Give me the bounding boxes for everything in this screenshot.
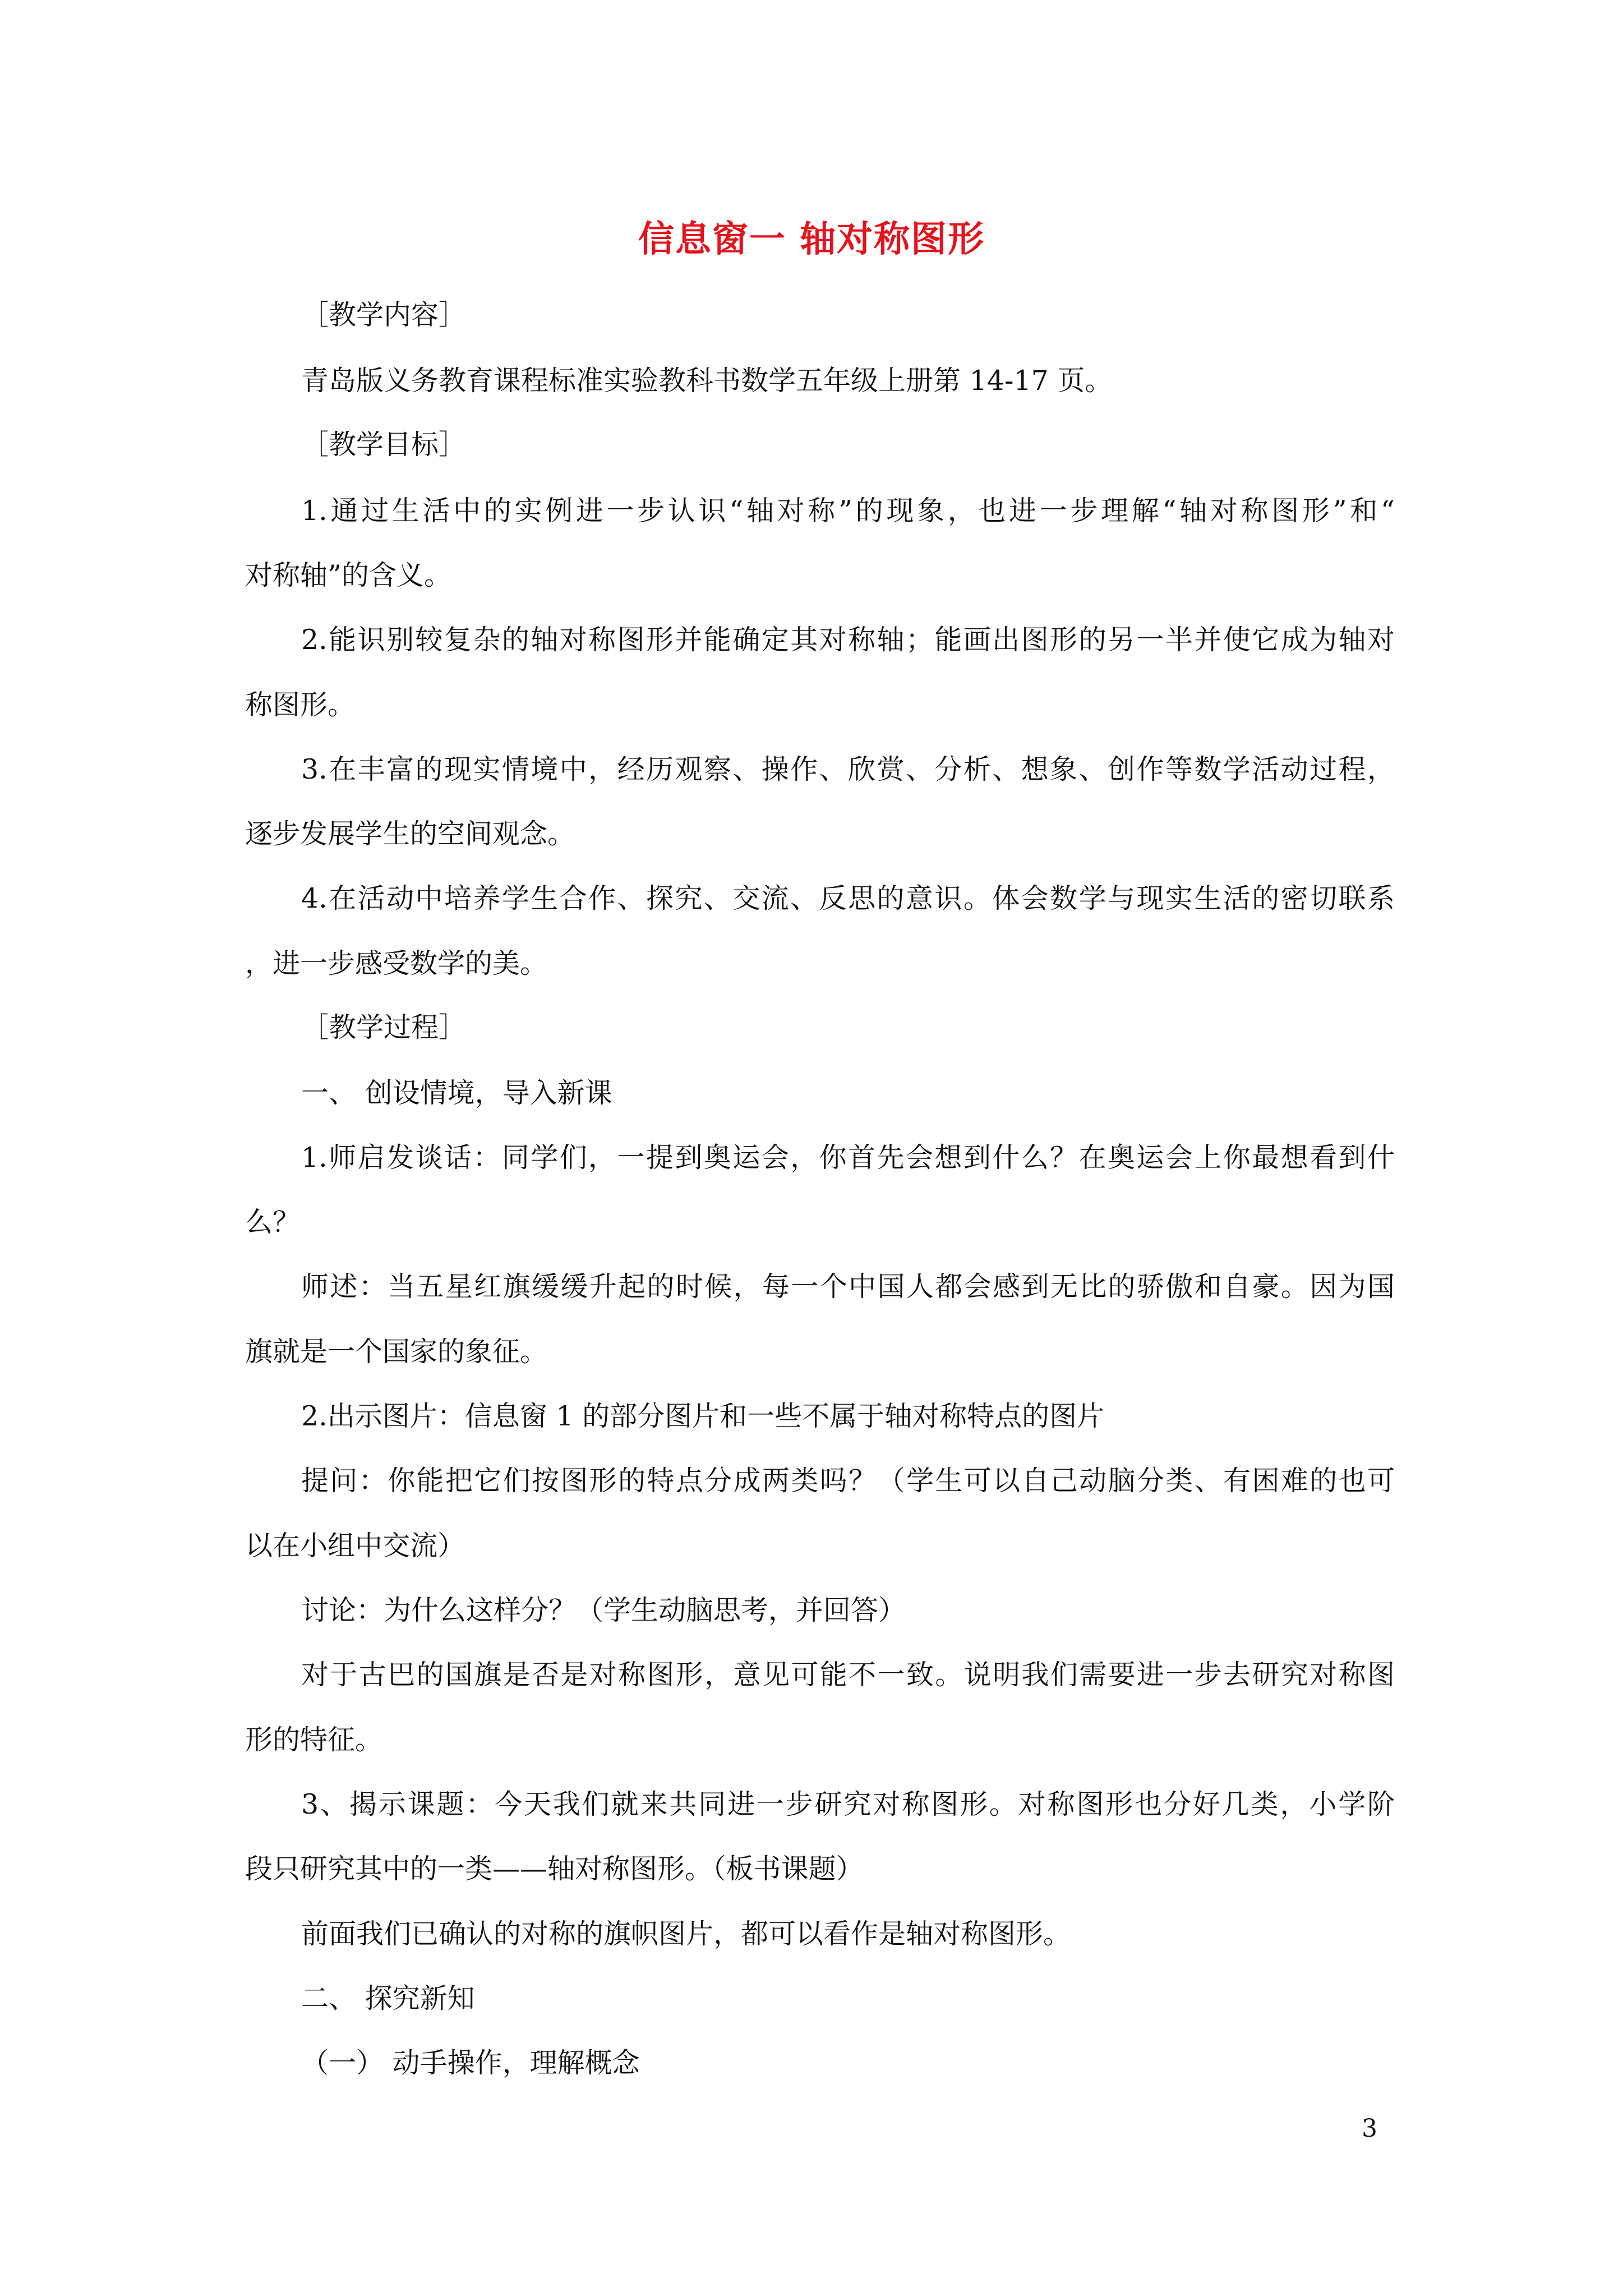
paragraph-line: 称图形。	[245, 689, 356, 721]
document-title: 信息窗一 轴对称图形	[638, 218, 985, 260]
paragraph-line: 么？	[245, 1206, 301, 1238]
paragraph-line: 提问：你能把它们按图形的特点分成两类吗？（学生可以自己动脑分类、有困难的也可	[301, 1465, 1395, 1497]
paragraph-line: 青岛版义务教育课程标准实验教科书数学五年级上册第 14-17 页。	[301, 365, 1113, 397]
paragraph-line: 前面我们已确认的对称的旗帜图片，都可以看作是轴对称图形。	[301, 1918, 1071, 1950]
section-heading-content: ［教学内容］	[301, 299, 467, 331]
paragraph-line: 2.出示图片：信息窗 1 的部分图片和一些不属于轴对称特点的图片	[301, 1400, 1105, 1432]
paragraph-line: 1.通过生活中的实例进一步认识“轴对称”的现象，也进一步理解“轴对称图形”和“	[301, 495, 1395, 527]
paragraph-line: 2.能识别较复杂的轴对称图形并能确定其对称轴；能画出图形的另一半并使它成为轴对	[301, 624, 1395, 656]
paragraph-line: 形的特征。	[245, 1724, 383, 1756]
page-number: 3	[1362, 2114, 1377, 2143]
paragraph-line: ，进一步感受数学的美。	[245, 947, 548, 979]
paragraph-line: 4.在活动中培养学生合作、探究、交流、反思的意识。体会数学与现实生活的密切联系	[301, 882, 1395, 914]
paragraph-line: 以在小组中交流）	[245, 1530, 465, 1562]
section-heading-goals: ［教学目标］	[301, 429, 467, 461]
paragraph-line: 3.在丰富的现实情境中，经历观察、操作、欣赏、分析、想象、创作等数学活动过程，	[301, 753, 1395, 785]
paragraph-line: 3、揭示课题：今天我们就来共同进一步研究对称图形。对称图形也分好几类，小学阶	[301, 1788, 1395, 1820]
subsection-heading: 二、 探究新知	[301, 1982, 475, 2014]
paragraph-line: 段只研究其中的一类——轴对称图形。（板书课题）	[245, 1853, 864, 1885]
paragraph-line: 师述：当五星红旗缓缓升起的时候，每一个中国人都会感到无比的骄傲和自豪。因为国	[301, 1271, 1395, 1303]
subsection-heading: （一） 动手操作，理解概念	[301, 2047, 640, 2079]
paragraph-line: 对于古巴的国旗是否是对称图形，意见可能不一致。说明我们需要进一步去研究对称图	[301, 1659, 1395, 1691]
paragraph-line: 讨论：为什么这样分？（学生动脑思考，并回答）	[301, 1594, 906, 1626]
paragraph-line: 1.师启发谈话：同学们，一提到奥运会，你首先会想到什么？在奥运会上你最想看到什	[301, 1142, 1395, 1174]
section-heading-process: ［教学过程］	[301, 1011, 467, 1043]
paragraph-line: 对称轴”的含义。	[245, 559, 452, 591]
subsection-heading: 一、 创设情境，导入新课	[301, 1077, 612, 1109]
paragraph-line: 旗就是一个国家的象征。	[245, 1336, 548, 1368]
paragraph-line: 逐步发展学生的空间观念。	[245, 818, 575, 850]
